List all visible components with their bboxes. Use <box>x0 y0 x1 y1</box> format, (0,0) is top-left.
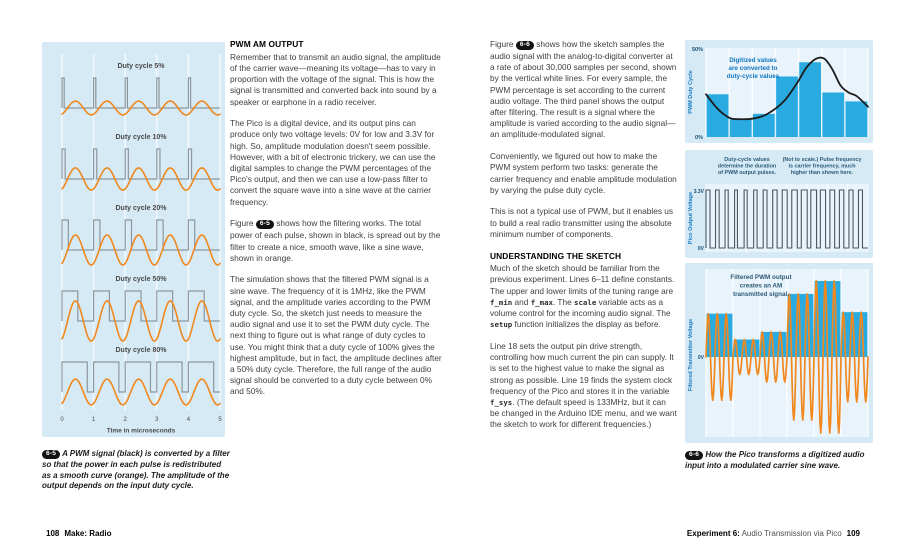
x-tick-label: 5 <box>218 417 222 423</box>
y-axis-label: PWM Duty Cycle <box>688 70 694 114</box>
x-tick-label: 1 <box>91 417 96 423</box>
pwm-pulse-chart <box>685 150 873 258</box>
text-run: variable acts as a volume control for the incoming audio signal. The <box>490 296 671 319</box>
y-tick-label: 3.3V <box>693 189 704 195</box>
paragraph <box>490 151 677 196</box>
duty-cycle-bar <box>845 101 868 137</box>
paragraph <box>490 341 677 431</box>
text-run: The Pico is a digital device, and its output pins can produce only two voltage levels: 0V for low and 3.3V for high. So, amplitude modulation doesn't seem possible. However, with a bit of electronic trickery, we can use the digital samples to change the PWM percentages of the Pico's output, and then we can use a low-pass filter to convert the square wave into a sine wave at the carrier frequency. <box>230 118 436 207</box>
am-output-chart-panel <box>685 263 873 443</box>
text-run: This is not a typical use of PWM, but it enables us to build a real radio transmitter using the absolute minimum number of components. <box>490 206 674 239</box>
caption-text: A PWM signal (black) is converted by a filter so that the power in each pulse is redistributed as a smooth curve (orange). The amplitude of the output depends on the input duty cycle. <box>42 449 230 491</box>
y-tick-label: 0V <box>697 355 704 361</box>
pwm-pulse-chart-panel <box>685 150 873 258</box>
text-run: Line 18 sets the output pin drive strength, controlling how much current the pin can supply. It is set to the highest value to make the signal as strong as possible. Line 19 finds the system clock frequency of the Pico and stores it in the variable <box>490 340 674 396</box>
filtered-sine-wave <box>62 379 220 405</box>
chart-annotation: transmitted signal. <box>733 291 789 298</box>
text-run: shows how the filtering works. The total power of each pulse, shown in black, is spread out by the filter to create a nice, smooth wave, like a sine wave, shown in orange. <box>230 218 441 263</box>
x-axis-label: Time in microseconds <box>106 427 176 435</box>
chart-note: higher than shown here. <box>790 170 854 177</box>
am-output-chart <box>685 263 873 443</box>
y-tick-label: 50% <box>691 47 703 53</box>
text-run: Figure <box>230 218 256 229</box>
panel-label: Duty cycle 20% <box>115 205 167 212</box>
figure-badge: 6-6 <box>685 451 703 461</box>
figure-badge: 6-5 <box>42 450 60 460</box>
paragraph <box>230 218 443 264</box>
chart-annotation: duty-cycle values <box>726 73 780 80</box>
page-number: 108 <box>46 529 60 538</box>
x-tick-label: 4 <box>186 417 191 423</box>
text-run: shows how the sketch samples the audio signal with the analog-to-digital converter at a rate of about 30,000 samples per second, shown by the vertical white lines. For every sample, the PWM percentage is set according to the current audio voltage. The third panel shows the output after filtering. The result is a signal where the amplitude is varied according to the audio signal—an amplitude-modulated signal. <box>490 39 677 140</box>
chart-annotation: are converted to <box>728 65 778 72</box>
text-run: function initializes the display as before. <box>512 319 661 330</box>
chart-note: of PWM output pulses. <box>717 170 777 177</box>
panel-label: Duty cycle 80% <box>115 347 167 354</box>
pwm-pulse-train <box>62 78 220 108</box>
figure-ref-badge: 6-5 <box>256 220 274 230</box>
x-tick-label: 3 <box>155 417 159 423</box>
paragraph <box>490 263 677 330</box>
text-run: . The <box>552 296 575 307</box>
duty-cycle-bar <box>729 119 752 137</box>
figure-6-6-caption <box>685 450 881 472</box>
code-token: scale <box>574 297 597 307</box>
book-title: Make: Radio <box>64 529 112 538</box>
figure-6-5-caption <box>42 449 230 492</box>
pwm-pulse-train <box>62 291 220 321</box>
footer-right <box>687 529 860 538</box>
y-axis-label: Filtered Transmitter Voltage <box>688 318 694 392</box>
chart-note: is carrier frequency, much <box>788 163 856 170</box>
text-run: The simulation shows that the filtered PWM signal is a sine wave. The frequency of it is 1MHz, like the PWM signal, and the amplitude varies according to the PWM duty cycle. So, the sketch just needs to measure the audio signal and use it to set the PWM duty cycle. The next thing to figure out is what range of duty cycles to use. You might think that a duty cycle of 100% gives the highest amplitude, but in fact, the amplitude declines after a 50% duty cycle. Therefore, the full range of the audio signal should be converted to a duty cycle between 0% and 50%. <box>230 274 442 397</box>
text-run: Conveniently, we figured out how to make the PWM system perform two tasks: generate the carrier frequency and enable amplitude modulation by varying the pulse duty cycle. <box>490 151 677 195</box>
figure-ref-badge: 6-6 <box>516 41 534 51</box>
y-axis-label: Pico Output Voltage <box>688 191 694 245</box>
pwm-waveform-chart <box>42 42 225 437</box>
code-token: f_sys <box>490 397 513 407</box>
chart-note: Duty-cycle values <box>724 157 770 163</box>
chart-annotation: Digitized values <box>729 57 777 64</box>
paragraph <box>490 206 677 240</box>
section-heading: PWM AM OUTPUT <box>230 39 304 49</box>
section-label: Experiment 6: <box>686 529 740 538</box>
duty-cycle-chart <box>685 40 873 143</box>
chart-annotation: Filtered PWM output <box>730 274 792 281</box>
chart-annotation: creates an AM <box>739 282 783 290</box>
duty-cycle-bar <box>822 93 845 138</box>
section-heading: UNDERSTANDING THE SKETCH <box>490 250 622 261</box>
figure-6-5 <box>42 42 225 437</box>
footer-left <box>46 529 111 538</box>
left-page-text-column <box>230 39 443 408</box>
x-tick-label: 0 <box>60 417 64 423</box>
text-run: and <box>512 296 531 307</box>
paragraph <box>490 39 677 141</box>
code-token: f_min <box>490 297 513 307</box>
chart-note: determine the duration <box>717 163 777 170</box>
panel-label: Duty cycle 50% <box>115 276 167 283</box>
code-token: setup <box>490 320 513 330</box>
text-run: Much of the sketch should be familiar from the previous experiment. Lines 6–11 define constants. The upper and lower limits of the tuning range are <box>490 263 675 296</box>
text-run: Figure <box>490 39 516 49</box>
panel-label: Duty cycle 5% <box>117 63 165 70</box>
y-tick-label: 0V <box>697 246 704 252</box>
paragraph <box>230 118 443 208</box>
code-token: f_max <box>530 297 553 307</box>
y-tick-label: 0% <box>695 135 703 141</box>
x-tick-label: 2 <box>123 417 127 423</box>
section-title: Audio Transmission via Pico <box>741 529 842 538</box>
panel-label: Duty cycle 10% <box>115 134 167 141</box>
caption-text: How the Pico transforms a digitized audio input into a modulated carrier sine wave. <box>685 450 865 470</box>
text-run: . (The default speed is 133MHz, but it can be changed in the Arduino IDE menu, and we want the sketch to work for different frequencies.) <box>490 396 677 430</box>
chart-note: (Not to scale.) Pulse frequency <box>782 157 862 163</box>
right-page-text-column <box>490 39 677 441</box>
paragraph <box>230 52 443 108</box>
page-number: 109 <box>846 529 860 538</box>
paragraph <box>230 274 443 397</box>
text-run: Remember that to transmit an audio signal, the amplitude of the carrier wave—meaning its voltage—has to vary in proportion with the voltage of the signal. This is how the signal is transmitted and converted back into sound by a speaker or earphone in a radio receiver. <box>230 51 441 107</box>
duty-cycle-chart-panel <box>685 40 873 143</box>
